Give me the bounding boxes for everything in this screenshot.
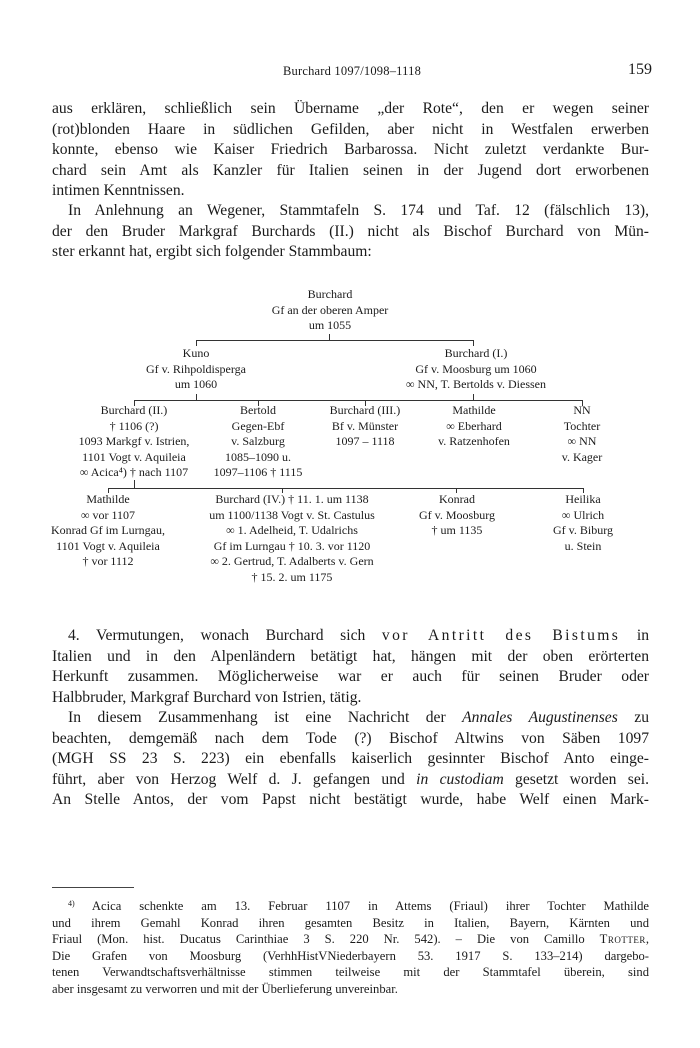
node-line: ∞ 2. Gertrud, T. Adalberts v. Gern: [210, 554, 374, 568]
node-line: Gegen-Ebf: [231, 418, 285, 433]
node-line: 1101 Vogt v. Aquileia: [82, 449, 186, 464]
italic-title: Annales Augustinenses: [462, 709, 618, 726]
node-line: Burchard: [307, 287, 353, 301]
text-line: [52, 898, 649, 915]
text-line: Die Grafen von Moosburg (VerhhHistVNiederbayern 53. 1917 S. 133–214) dargebo-: [52, 948, 649, 963]
text-line: tenen Verwandtschaftsverhältnisse stimmen teilweise mit der Stammtafel überein, sind: [52, 965, 649, 979]
node-line: † vor 1112: [82, 554, 134, 568]
node-line: † 1106 (?): [109, 418, 159, 433]
text-run: gesetzt worden sei.: [503, 770, 649, 788]
page-number: 159: [628, 61, 652, 78]
node-line: Gf v. Moosburg: [418, 507, 495, 522]
node-line: um 1060: [174, 377, 218, 391]
tree-node-burchard-i: [378, 346, 574, 393]
node-line: Mathilde: [452, 403, 496, 417]
text-line: An Stelle Antos, der vom Papst nicht bestätigt wurde, habe Welf einen Mark-: [52, 791, 649, 808]
node-line: Gf v. Moosburg um 1060: [415, 361, 537, 376]
text-run: führt, aber von Herzog Welf d. J. gefangen und: [52, 770, 417, 788]
node-line: 1101 Vogt v. Aquileia: [56, 538, 160, 553]
node-line: Burchard (II.): [100, 403, 168, 417]
node-line: um 1055: [308, 318, 352, 332]
text-line: aus erklären, schließlich sein Übername „der Rote“, den er wegen seiner: [52, 100, 649, 117]
node-line: ∞ NN: [567, 434, 597, 448]
node-line: Burchard (IV.) † 11. 1. um 1138: [215, 492, 369, 506]
tree-node-burchard-iii: [316, 403, 414, 450]
tree-node-heilika: [528, 492, 638, 554]
node-line: ∞ NN, T. Bertolds v. Diessen: [406, 377, 546, 391]
text-run: in: [620, 627, 649, 644]
node-line: Mathilde: [86, 492, 130, 506]
node-line: 1097 – 1118: [335, 434, 395, 448]
running-title: Burchard 1097/1098–1118: [282, 64, 422, 78]
text-line: intimen Kenntnissen.: [52, 182, 185, 199]
footnote: [52, 898, 649, 997]
tree-node-konrad: [406, 492, 508, 539]
node-line: 1097–1106 † 1115: [213, 465, 303, 479]
node-line: ∞ Ulrich: [561, 507, 605, 522]
node-line: NN: [573, 403, 591, 417]
spaced-emphasis: vor Antritt des Bistums: [381, 627, 621, 644]
node-line: Burchard (I.): [444, 346, 508, 360]
text-run: Friaul (Mon. hist. Ducatus Carinthiae 3 S. 220 Nr. 542). – Die von Camillo: [52, 932, 600, 946]
node-line: u. Stein: [564, 538, 602, 553]
tree-connector: [134, 480, 135, 488]
text-line: Halbbruder, Markgraf Burchard von Istrien, tätig.: [52, 688, 362, 706]
text-line: ster erkannt hat, ergibt sich folgender Stammbaum:: [52, 243, 372, 260]
text-line: der den Bruder Markgraf Burchards (II.) nicht als Bischof Burchard von Mün-: [52, 222, 649, 240]
text-line: Italien und in den Alpenländern betätigt hat, hängen mit der oben erörterten: [52, 647, 649, 665]
text-line: und ihrem Gemahl Konrad ihren gesamten Besitz in Italien, Bayern, Kärnten und: [52, 915, 649, 930]
text-line: (rot)blonden Haare in südlichen Gefilden, aber nicht in Westfalen erwerben: [52, 120, 649, 138]
paragraph-4: [52, 708, 649, 811]
tree-connector: [134, 400, 583, 401]
node-line: Bertold: [240, 403, 276, 417]
text-run: 4. Vermutungen, wonach Burchard sich: [68, 627, 382, 644]
author-name: Trotter: [599, 932, 646, 946]
text-line: In Anlehnung an Wegener, Stammtafeln S. 174 und Taf. 12 (fälschlich 13),: [68, 202, 649, 219]
text-line: [52, 626, 649, 647]
text-line: [52, 770, 649, 791]
tree-node-burchard-ii: [58, 403, 210, 481]
text-line: Herkunft zusammen. Möglicherweise war er auch für seinen Bruder oder: [52, 668, 649, 685]
node-line: ∞ Eberhard: [446, 418, 502, 433]
node-line: Gf v. Rihpoldisperga: [146, 361, 246, 376]
node-line: † 15. 2. um 1175: [251, 569, 333, 584]
text-line: [52, 708, 649, 729]
text-run: Acica schenkte am 13. Februar 1107 in Attems (Friaul) ihrer Tochter Mathilde: [74, 899, 649, 913]
tree-connector: [196, 340, 474, 341]
node-line: Burchard (III.): [329, 403, 401, 417]
node-line: um 1100/1138 Vogt v. St. Castulus: [209, 507, 375, 522]
node-line: Gf im Lurngau † 10. 3. vor 1120: [213, 538, 371, 553]
node-line: 1093 Markgf v. Istrien,: [78, 434, 190, 448]
paragraph-3: [52, 626, 649, 708]
tree-node-burchard-iv: [198, 492, 386, 585]
text-line: konnte, ebenso wie Kaiser Friedrich Barbarossa. Nicht zuletzt verdankte Bur-: [52, 141, 649, 158]
node-line: Gf v. Biburg: [553, 523, 613, 537]
footnote-marker: 4): [68, 899, 75, 908]
node-line: 1085–1090 u.: [225, 449, 291, 464]
tree-node-nn-tochter: [540, 403, 624, 465]
tree-connector: [108, 488, 584, 489]
node-line: Konrad Gf im Lurngau,: [51, 523, 165, 537]
node-line: ∞ 1. Adelheid, T. Udalrichs: [226, 523, 358, 537]
tree-node-mathilde-konrad: [34, 492, 182, 570]
text-line: (MGH SS 23 S. 223) ein ebenfalls kaiserlich gesinnter Bischof Anto einge-: [52, 750, 649, 767]
italic-phrase: in custodiam: [416, 770, 504, 788]
text-run: ,: [645, 932, 649, 946]
node-line: † um 1135: [431, 523, 483, 537]
tree-node-mathilde-eberhard: [418, 403, 530, 450]
text-line: chard sein Amt als Kanzler für Italien seinen in der Jugend dort erworbenen: [52, 161, 649, 179]
tree-node-burchard-root: [256, 287, 404, 334]
node-line: Tochter: [563, 418, 601, 433]
node-line: Kuno: [182, 346, 210, 360]
node-line: v. Ratzenhofen: [438, 434, 510, 448]
node-line: Heilika: [565, 492, 601, 506]
text-line: [52, 931, 649, 948]
tree-node-bertold: [192, 403, 324, 481]
node-line: Gf an der oberen Amper: [271, 302, 389, 317]
node-line: ∞ vor 1107: [80, 507, 136, 522]
node-line: Konrad: [439, 492, 475, 506]
text-run: In diesem Zusammenhang ist eine Nachricht der: [68, 709, 463, 726]
node-line: Bf v. Münster: [331, 418, 399, 433]
footnote-rule: [52, 887, 134, 888]
text-line: aber insgesamt zu verworren und mit der Überlieferung unvereinbar.: [52, 981, 398, 996]
node-line: ∞ Acica⁴) † nach 1107: [79, 465, 189, 479]
node-line: v. Kager: [561, 449, 603, 464]
text-run: zu: [617, 709, 649, 726]
node-line: v. Salzburg: [231, 434, 285, 448]
text-line: beachten, demgemäß nach dem Tode (?) Bischof Altwins von Säben 1097: [52, 729, 649, 747]
tree-node-kuno: [126, 346, 266, 393]
